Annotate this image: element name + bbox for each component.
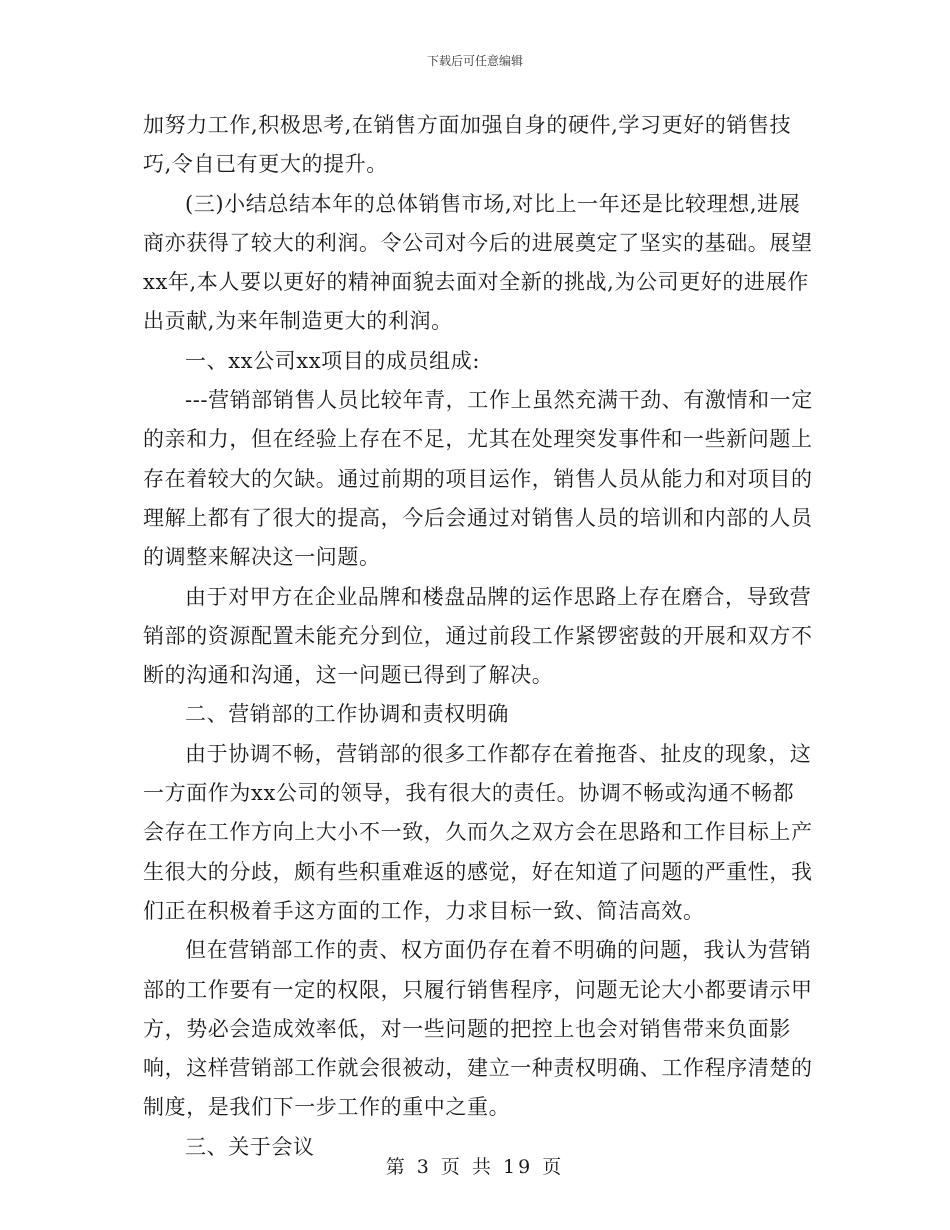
section-heading-1: 一、xx公司xx项目的成员组成: <box>185 348 481 373</box>
document-body <box>143 106 815 1167</box>
page-header: 下载后可任意编辑 <box>426 54 523 68</box>
paragraph-coordination: 由于协调不畅，营销部的很多工作都存在着拖沓、扯皮的现象，这一方面作为xx公司的领导，我有很大的责任。协调不畅或沟通不畅都会存在工作方向上大小不一致，久而久之双方会在思路和工作目标上产生很大的分歧，颇有些积重难返的感觉，好在知道了问题的严重性，我们正在积极着手这方面的工作，力求目标一致、简洁高效。 <box>143 741 813 923</box>
paragraph-resources: 由于对甲方在企业品牌和楼盘品牌的运作思路上存在磨合，导致营销部的资源配置未能充分到位，通过前段工作紧锣密鼓的开展和双方不断的沟通和沟通，这一问题已得到了解决。 <box>143 584 813 688</box>
paragraph-responsibility: 但在营销部工作的责、权方面仍存在着不明确的问题，我认为营销部的工作要有一定的权限，只履行销售程序，问题无论大小都要请示甲方，势必会造成效率低，对一些问题的把控上也会对销售带来负面影响，这样营销部工作就会很被动，建立一种责权明确、工作程序清楚的制度，是我们下一步工作的重中之重。 <box>143 938 813 1120</box>
section-heading-3: 三、关于会议 <box>185 1134 315 1159</box>
page-number-footer: 第 3 页 共 19 页 <box>385 1156 565 1178</box>
paragraph-summary: (三)小结总结本年的总体销售市场,对比上一年还是比较理想,进展商亦获得了较大的利润。令公司对今后的进展奠定了坚实的基础。展望xx年,本人要以更好的精神面貌去面对全新的挑战,为公司更好的进展作出贡献,为来年制造更大的利润。 <box>143 191 813 334</box>
paragraph-team: ---营销部销售人员比较年青，工作上虽然充满干劲、有激情和一定的亲和力，但在经验上存在不足，尤其在处理突发事件和一些新问题上存在着较大的欠缺。通过前期的项目运作，销售人员从能力和对项目的理解上都有了很大的提高，今后会通过对销售人员的培训和内部的人员的调整来解决这一问题。 <box>143 388 813 570</box>
paragraph-continuation: 加努力工作,积极思考,在销售方面加强自身的硬件,学习更好的销售技巧,令自已有更大的提升。 <box>143 113 792 177</box>
section-heading-2: 二、营销部的工作协调和责权明确 <box>185 702 509 727</box>
